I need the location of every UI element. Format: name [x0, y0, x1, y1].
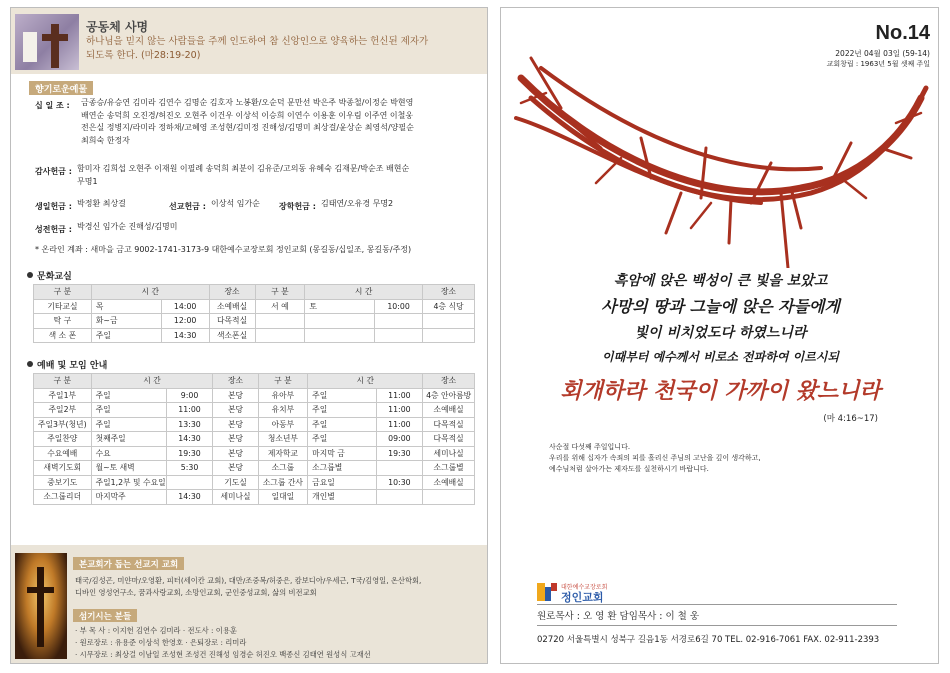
table-cell: 아동부 — [258, 417, 308, 432]
table-cell — [376, 490, 423, 505]
table-row — [34, 417, 475, 432]
culture-title: 문화교실 — [27, 269, 72, 282]
issue-number: No.14 — [875, 22, 930, 44]
table-cell: 주일 — [91, 403, 166, 418]
pastors-line: 원로목사 : 오 영 환 담임목사 : 이 철 웅 — [537, 611, 700, 622]
table-header: 구 분 — [34, 285, 92, 300]
table-header: 장소 — [213, 374, 258, 389]
missionaries-list: 태국/김성곤, 미얀마/오영환, 피터(세이칸 교회), 대만/조중복/허중은, 캄보디아/우세근, T국/김영일, 온산학회, 디바인 영성연구소, 꿈과사랑교회, 소망인교회, 군인중성교회, 삶의 비전교회 — [75, 576, 422, 597]
table-cell: 19:30 — [376, 446, 423, 461]
mission-line: 하나님을 믿지 않는 사람들을 주께 인도하여 참 신앙인으로 양육하는 헌신된 제자가 — [86, 36, 429, 47]
crown-of-thorns-icon — [501, 28, 939, 268]
table-cell — [166, 475, 213, 490]
table-cell: 수요예배 — [34, 446, 92, 461]
glowing-cross-image — [15, 553, 67, 659]
table-cell: 11:00 — [376, 417, 423, 432]
table-cell: 14:30 — [166, 432, 213, 447]
table-cell: 다목적실 — [209, 314, 255, 329]
table-row — [34, 403, 475, 418]
table-cell — [375, 328, 423, 343]
left-page — [10, 7, 488, 664]
table-cell: 세미나실 — [213, 490, 258, 505]
divider — [537, 625, 897, 626]
table-cell: 본당 — [213, 432, 258, 447]
table-cell — [375, 314, 423, 329]
table-cell: 주일3부(청년) — [34, 417, 92, 432]
table-cell: 소예배실 — [423, 403, 475, 418]
table-cell: 11:00 — [376, 403, 423, 418]
table-cell: 색소폰실 — [209, 328, 255, 343]
table-cell: 소그룹별 — [308, 461, 376, 476]
thanks-label: 감사헌금 : — [35, 167, 72, 176]
table-header: 시 간 — [91, 285, 209, 300]
mission-title: 공동체 사명 — [86, 20, 149, 34]
verse-highlight: 회개하라 천국이 가까이 왔느니라 — [560, 378, 881, 404]
table-cell: 13:30 — [166, 417, 213, 432]
table-cell: 11:00 — [166, 403, 213, 418]
table-row — [34, 475, 475, 490]
table-cell: 새벽기도회 — [34, 461, 92, 476]
table-cell: 본당 — [213, 403, 258, 418]
table-cell: 주일 — [308, 432, 376, 447]
bottom-panel — [11, 545, 488, 664]
table-header: 시 간 — [91, 374, 213, 389]
table-header: 장소 — [423, 285, 475, 300]
founded-date: 교회창립 : 1963년 5월 셋째 주일 — [826, 60, 930, 68]
table-cell: 14:30 — [166, 490, 213, 505]
table-cell: 4층 식당 — [423, 299, 475, 314]
table-cell: 소그룹 — [258, 461, 308, 476]
table-row — [34, 299, 475, 314]
scholar-names: 김태연/오유경 무명2 — [321, 199, 394, 208]
table-cell: 중보기도 — [34, 475, 92, 490]
table-cell: 수요 — [91, 446, 166, 461]
mission-text — [86, 35, 481, 63]
table-row — [34, 461, 475, 476]
table-cell: 소그룹리더 — [34, 490, 92, 505]
account-notice: * 온라인 계좌 : 새마을 금고 9002-1741-3173-9 대한예수교장로회 정인교회 (몽길동/십일조, 몽길동/주정) — [35, 245, 412, 254]
table-cell: 주일1,2부 및 수요일 — [91, 475, 166, 490]
culture-table — [33, 284, 475, 343]
table-cell: 주일 — [91, 388, 166, 403]
table-cell: 첫째주일 — [91, 432, 166, 447]
table-cell: 소예배실 — [423, 475, 475, 490]
table-cell — [376, 461, 423, 476]
church-logo-icon — [537, 583, 557, 601]
denomination-label: 대한예수교장로회 — [561, 584, 608, 591]
table-cell: 09:00 — [376, 432, 423, 447]
table-row — [34, 432, 475, 447]
table-header: 장소 — [423, 374, 475, 389]
pastoral-message: 사순절 다섯째 주일입니다. 우리를 위해 십자가 속죄의 피를 흘리신 주님의 고난을 깊이 생각하고, 예수님처럼 살아가는 제자도를 실천하시기 바랍니다. — [549, 443, 761, 473]
table-cell: 유아부 — [258, 388, 308, 403]
table-cell: 19:30 — [166, 446, 213, 461]
table-cell: 탁 구 — [34, 314, 92, 329]
table-cell: 개인별 — [308, 490, 376, 505]
table-cell: 본당 — [213, 417, 258, 432]
table-cell: 12:00 — [161, 314, 209, 329]
building-names: 박경신 임가순 진해성/김명미 — [77, 222, 178, 231]
table-row — [34, 314, 475, 329]
mission-offering-names: 이상석 임가순 — [211, 199, 260, 208]
mission-offering-label: 선교헌금 : — [169, 202, 206, 211]
table-header: 시 간 — [305, 285, 423, 300]
table-cell: 다목적실 — [423, 432, 475, 447]
table-cell: 유치부 — [258, 403, 308, 418]
address-line: 02720 서울특별시 성북구 길음1동 서경로6길 70 TEL. 02-916-7061 FAX. 02-911-2393 — [537, 635, 880, 645]
divider — [537, 604, 897, 605]
worship-table — [33, 373, 475, 505]
birthday-names: 박정환 최상걸 — [77, 199, 126, 208]
birthday-label: 생일헌금 : — [35, 202, 72, 211]
verse-line: 흑암에 앉은 백성이 큰 빛을 보았고 — [613, 273, 828, 289]
table-cell: 10:30 — [376, 475, 423, 490]
verse-line: 빛이 비치었도다 하였느니라 — [634, 325, 807, 341]
table-cell: 주일1부 — [34, 388, 92, 403]
table-header: 시 간 — [308, 374, 423, 389]
table-cell: 기도실 — [213, 475, 258, 490]
table-cell: 금요일 — [308, 475, 376, 490]
right-page — [500, 7, 939, 664]
servants-title: 섬기시는 분들 — [73, 609, 137, 622]
cross-candle-image — [15, 14, 79, 70]
table-cell: 5:30 — [166, 461, 213, 476]
tithe-label: 십 일 조 : — [35, 101, 70, 110]
table-cell: 제자학교 — [258, 446, 308, 461]
table-cell: 기타교실 — [34, 299, 92, 314]
table-cell: 색 소 폰 — [34, 328, 92, 343]
missionaries-title: 본교회가 돕는 선교지 교회 — [73, 557, 184, 570]
table-cell: 소그룹별 — [423, 461, 475, 476]
table-cell — [255, 314, 305, 329]
table-cell: 목 — [91, 299, 161, 314]
table-cell — [423, 314, 475, 329]
tithe-names: 금종승/유승연 김미라 김연수 김명순 김호자 노봉환/오순덕 문만선 박은주 박종철/이정순 박현영 배연순 송덕희 오진경/허진오 오현주 이건우 이상석 이승희 이연수 이용훈 이우림 이주연 이철웅 전은실 정병지/라미라 정하채/고혜영 조성현/김미정 진해성/김명미 최상걸/윤상순 최영석/양필순 최희숙 한정자 — [81, 98, 414, 145]
table-header: 구 분 — [258, 374, 308, 389]
table-row — [34, 328, 475, 343]
table-cell: 주일 — [308, 403, 376, 418]
table-cell: 주일 — [91, 417, 166, 432]
table-cell: 서 예 — [255, 299, 305, 314]
table-cell: 14:00 — [161, 299, 209, 314]
table-cell: 토 — [305, 299, 375, 314]
table-cell: 11:00 — [376, 388, 423, 403]
table-cell — [423, 490, 475, 505]
verse-reference: (마 4:16~17) — [823, 414, 878, 424]
table-row — [34, 388, 475, 403]
table-cell: 화~금 — [91, 314, 161, 329]
building-label: 성전헌금 : — [35, 225, 72, 234]
church-name: 정인교회 — [561, 591, 604, 604]
table-header: 장소 — [209, 285, 255, 300]
table-cell: 마지막 금 — [308, 446, 376, 461]
table-cell: 소그룹 간사 — [258, 475, 308, 490]
table-cell — [305, 328, 375, 343]
table-cell: 9:00 — [166, 388, 213, 403]
table-cell: 소예배실 — [209, 299, 255, 314]
table-cell — [305, 314, 375, 329]
table-row — [34, 446, 475, 461]
table-cell: 본당 — [213, 461, 258, 476]
table-cell: 본당 — [213, 446, 258, 461]
thanks-names: 함미자 김희섭 오현주 이재원 이필례 송덕희 최분이 김유준/고의동 유혜숙 김재문/박순조 배현순 무명1 — [77, 164, 410, 186]
table-cell — [255, 328, 305, 343]
table-cell: 본당 — [213, 388, 258, 403]
table-cell: 10:00 — [375, 299, 423, 314]
table-cell: 주일 — [308, 417, 376, 432]
offering-section-title: 향기로운예물 — [29, 81, 93, 95]
worship-title: 예배 및 모임 안내 — [27, 358, 107, 371]
table-cell: 월~토 새벽 — [91, 461, 166, 476]
table-cell: 청소년부 — [258, 432, 308, 447]
table-cell: 주일 — [308, 388, 376, 403]
table-header: 구 분 — [255, 285, 305, 300]
table-cell: 일대일 — [258, 490, 308, 505]
table-row — [34, 490, 475, 505]
mission-header — [11, 8, 488, 74]
table-header: 구 분 — [34, 374, 92, 389]
mission-line: 되도록 한다. (마28:19-20) — [86, 50, 201, 61]
table-cell: 다목적실 — [423, 417, 475, 432]
issue-date: 2022년 04월 03일 (59-14) — [835, 49, 930, 58]
servants-list: · 부 목 사 : 이지헌 김연수 김미라 · 전도사 : 이용훈 · 원로장로 : 유용준 이상석 한영호 · 은퇴장로 : 리미라 · 시무장로 : 최상걸 이남일 조성현 조성건 진해성 임경순 허진오 백종신 김태연 원성식 고재선 — [75, 626, 371, 659]
scholar-label: 장학헌금 : — [279, 202, 316, 211]
table-cell: 주일2부 — [34, 403, 92, 418]
table-cell — [423, 328, 475, 343]
verse-line: 이때부터 예수께서 비로소 전파하여 이르시되 — [602, 350, 839, 364]
table-cell: 세미나실 — [423, 446, 475, 461]
table-cell: 주일찬양 — [34, 432, 92, 447]
table-cell: 14:30 — [161, 328, 209, 343]
table-cell: 마지막주 — [91, 490, 166, 505]
verse-line: 사망의 땅과 그늘에 앉은 자들에게 — [601, 297, 840, 316]
table-cell: 주일 — [91, 328, 161, 343]
table-cell: 4층 안아름방 — [423, 388, 475, 403]
